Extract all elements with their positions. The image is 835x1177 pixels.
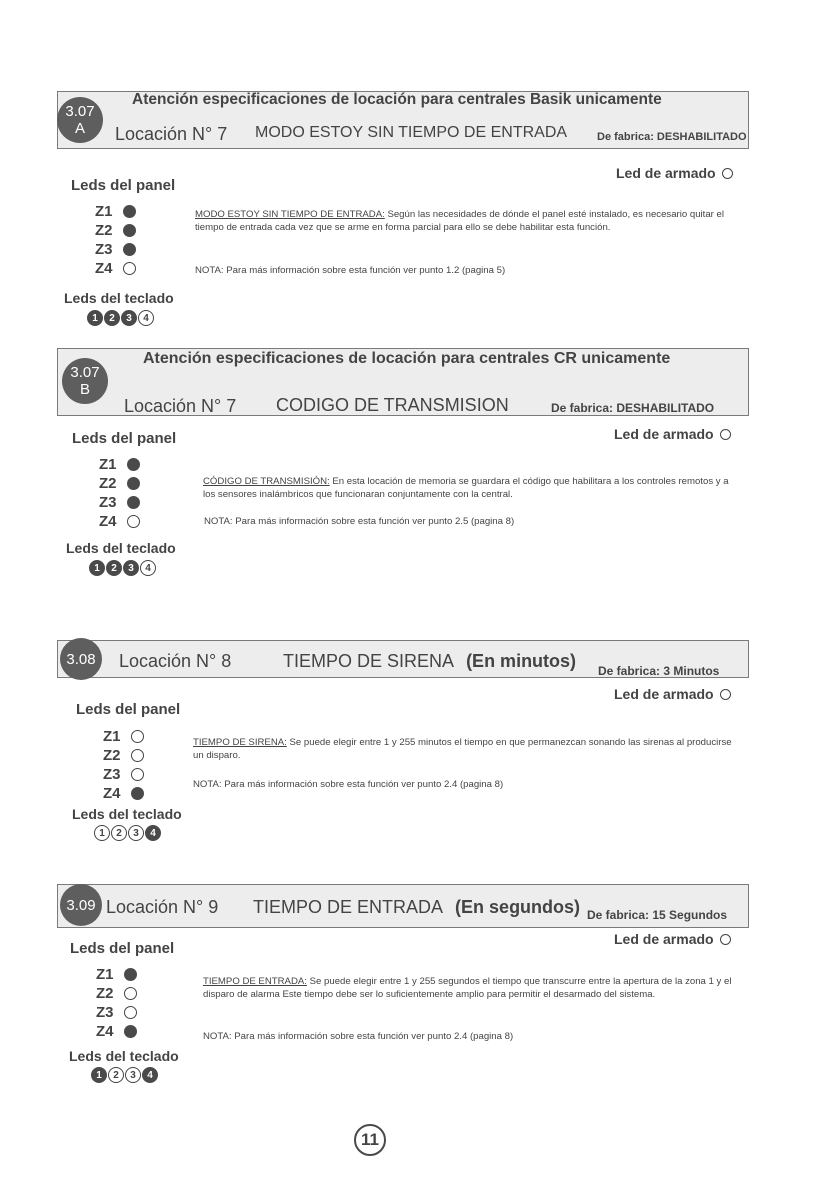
led-off-indicator: [124, 987, 137, 1000]
badge-letter: B: [79, 381, 90, 398]
section-badge-307b: [62, 358, 108, 404]
led-off-indicator: [131, 730, 144, 743]
description-title: CÓDIGO DE TRANSMISIÓN:: [203, 476, 330, 487]
factory-default: De fabrica: 3 Minutos: [598, 664, 720, 678]
keypad-led-on: 2: [106, 560, 122, 576]
attention-title: Atención especificaciones de locación para centrales CR unicamente: [143, 350, 671, 367]
led-armado-label: Led de armado: [614, 426, 714, 442]
page-number-text: 11: [361, 1130, 379, 1149]
led-on-indicator: [123, 205, 136, 218]
leds-panel-label: Leds del panel: [71, 177, 176, 194]
zone-led-row: [95, 221, 136, 240]
keypad-leds: [89, 560, 156, 576]
zone-led-row: [103, 727, 144, 746]
keypad-led-on: 4: [142, 1067, 158, 1083]
zone-led-row: [99, 455, 140, 474]
function-title: CODIGO DE TRANSMISION: [276, 395, 509, 415]
zone-label: Z3: [99, 494, 117, 511]
keypad-leds: [94, 825, 161, 841]
zone-led-row: [96, 1003, 137, 1022]
zone-led-row: [103, 765, 144, 784]
zone-label: Z2: [95, 222, 113, 239]
factory-default: De fabrica: DESHABILITADO: [597, 131, 747, 143]
description-title: TIEMPO DE SIRENA:: [193, 737, 287, 748]
location-label: Locación N° 9: [106, 897, 219, 917]
description-body: Se puede elegir entre 1 y 255 segundos el tiempo que transcurre entre la apertura de la zona 1 y el disparo de alarma Este tiempo debe ser lo suficientemente amplio para permitir el desarmado del sistema.: [203, 976, 732, 1000]
function-title-text: TIEMPO DE ENTRADA: [253, 897, 443, 917]
badge-number: 3.07: [65, 103, 95, 120]
led-armado-indicator: [720, 934, 731, 945]
led-on-indicator: [127, 458, 140, 471]
location-label: Locación N° 8: [119, 651, 232, 671]
led-on-indicator: [127, 477, 140, 490]
zone-label: Z3: [96, 1004, 114, 1021]
zone-label: Z3: [95, 241, 113, 258]
badge-number: 3.07: [70, 364, 100, 381]
zone-label: Z4: [99, 513, 117, 530]
keypad-led-off: 2: [108, 1067, 124, 1083]
led-off-indicator: [131, 749, 144, 762]
page-number: [354, 1124, 386, 1156]
keypad-led-on: 1: [87, 310, 103, 326]
section-badge-308: [60, 638, 102, 680]
function-note: NOTA: Para más información sobre esta función ver punto 2.4 (pagina 8): [193, 779, 504, 790]
function-note: NOTA: Para más información sobre esta función ver punto 2.5 (pagina 8): [204, 516, 515, 527]
led-armado: [614, 426, 731, 442]
led-on-indicator: [124, 1025, 137, 1038]
zone-leds: [99, 455, 140, 531]
badge-number: 3.08: [66, 650, 96, 668]
function-note: NOTA: Para más información sobre esta función ver punto 1.2 (pagina 5): [195, 265, 506, 276]
zone-label: Z4: [96, 1023, 114, 1040]
keypad-led-off: 3: [125, 1067, 141, 1083]
led-armado-indicator: [720, 689, 731, 700]
keypad-led-on: 1: [91, 1067, 107, 1083]
function-note: NOTA: Para más información sobre esta función ver punto 2.4 (pagina 8): [203, 1031, 514, 1042]
led-off-indicator: [123, 262, 136, 275]
led-off-indicator: [127, 515, 140, 528]
leds-panel-label: Leds del panel: [76, 701, 181, 718]
zone-label: Z1: [99, 456, 117, 473]
factory-default: De fabrica: 15 Segundos: [587, 908, 728, 922]
keypad-led-on: 2: [104, 310, 120, 326]
badge-letter: A: [74, 120, 85, 137]
keypad-led-on: 1: [89, 560, 105, 576]
zone-label: Z4: [95, 260, 113, 277]
factory-default: De fabrica: DESHABILITADO: [551, 401, 715, 415]
zone-led-row: [96, 965, 137, 984]
keypad-led-off: 1: [94, 825, 110, 841]
description-title: TIEMPO DE ENTRADA:: [203, 976, 307, 987]
zone-led-row: [99, 474, 140, 493]
attention-title: Atención especificaciones de locación para centrales Basik unicamente: [132, 91, 662, 108]
zone-label: Z3: [103, 766, 121, 783]
led-on-indicator: [124, 968, 137, 981]
zone-led-row: [96, 1022, 137, 1041]
zone-led-row: [96, 984, 137, 1003]
zone-label: Z2: [96, 985, 114, 1002]
function-title: [283, 651, 576, 672]
location-label: Locación N° 7: [115, 124, 228, 144]
led-on-indicator: [127, 496, 140, 509]
description-body: En esta locación de memoria se guardara el código que habilitara a los controles remotos y a los sensores inalámbricos que funcionaran conjuntamente con la central.: [203, 476, 729, 500]
led-armado-label: Led de armado: [614, 931, 714, 947]
leds-teclado-label: Leds del teclado: [72, 806, 182, 822]
led-armado-label: Led de armado: [614, 686, 714, 702]
led-armado: [614, 931, 731, 947]
led-on-indicator: [123, 224, 136, 237]
led-armado: [614, 686, 731, 702]
zone-led-row: [95, 240, 136, 259]
zone-led-row: [95, 259, 136, 278]
section-badge-307a: [57, 97, 103, 143]
function-description: [203, 476, 743, 501]
zone-label: Z1: [95, 203, 113, 220]
leds-panel-label: Leds del panel: [70, 940, 175, 957]
function-description: [193, 737, 741, 762]
description-title: MODO ESTOY SIN TIEMPO DE ENTRADA:: [195, 209, 385, 220]
description-body: Se puede elegir entre 1 y 255 minutos el tiempo en que permanezcan sonando las sirenas al producirse un disparo.: [193, 737, 732, 761]
zone-led-row: [99, 493, 140, 512]
function-title: [253, 897, 580, 918]
keypad-led-on: 3: [121, 310, 137, 326]
zone-leds: [95, 202, 136, 278]
keypad-leds: [87, 310, 154, 326]
function-unit: (En minutos): [466, 651, 577, 671]
led-armado-indicator: [722, 168, 733, 179]
zone-label: Z2: [103, 747, 121, 764]
keypad-led-off: 2: [111, 825, 127, 841]
function-title: MODO ESTOY SIN TIEMPO DE ENTRADA: [255, 124, 568, 141]
keypad-leds: [91, 1067, 158, 1083]
keypad-led-off: 4: [140, 560, 156, 576]
leds-teclado-label: Leds del teclado: [66, 540, 176, 556]
led-off-indicator: [124, 1006, 137, 1019]
led-on-indicator: [123, 243, 136, 256]
keypad-led-off: 4: [138, 310, 154, 326]
section-badge-309: [60, 884, 102, 926]
led-off-indicator: [131, 768, 144, 781]
function-description: [195, 209, 743, 234]
keypad-led-on: 4: [145, 825, 161, 841]
leds-teclado-label: Leds del teclado: [64, 290, 174, 306]
function-unit: (En segundos): [455, 897, 581, 917]
keypad-led-on: 3: [123, 560, 139, 576]
zone-led-row: [103, 746, 144, 765]
zone-leds: [103, 727, 144, 803]
zone-label: Z1: [96, 966, 114, 983]
leds-panel-label: Leds del panel: [72, 430, 177, 447]
function-description: [203, 976, 741, 1001]
zone-led-row: [95, 202, 136, 221]
zone-label: Z2: [99, 475, 117, 492]
zone-led-row: [99, 512, 140, 531]
zone-leds: [96, 965, 137, 1041]
badge-number: 3.09: [66, 896, 96, 914]
keypad-led-off: 3: [128, 825, 144, 841]
led-armado-indicator: [720, 429, 731, 440]
led-armado: [616, 165, 733, 181]
zone-led-row: [103, 784, 144, 803]
leds-teclado-label: Leds del teclado: [69, 1048, 179, 1064]
function-title-text: TIEMPO DE SIRENA: [283, 651, 454, 671]
led-on-indicator: [131, 787, 144, 800]
zone-label: Z4: [103, 785, 121, 802]
description-body: Según las necesidades de dónde el panel esté instalado, es necesario quitar el tiempo de entrada cada vez que se arme en forma parcial para ello se debe habilitar esta función.: [195, 209, 724, 233]
location-label: Locación N° 7: [124, 396, 237, 416]
zone-label: Z1: [103, 728, 121, 745]
led-armado-label: Led de armado: [616, 165, 716, 181]
